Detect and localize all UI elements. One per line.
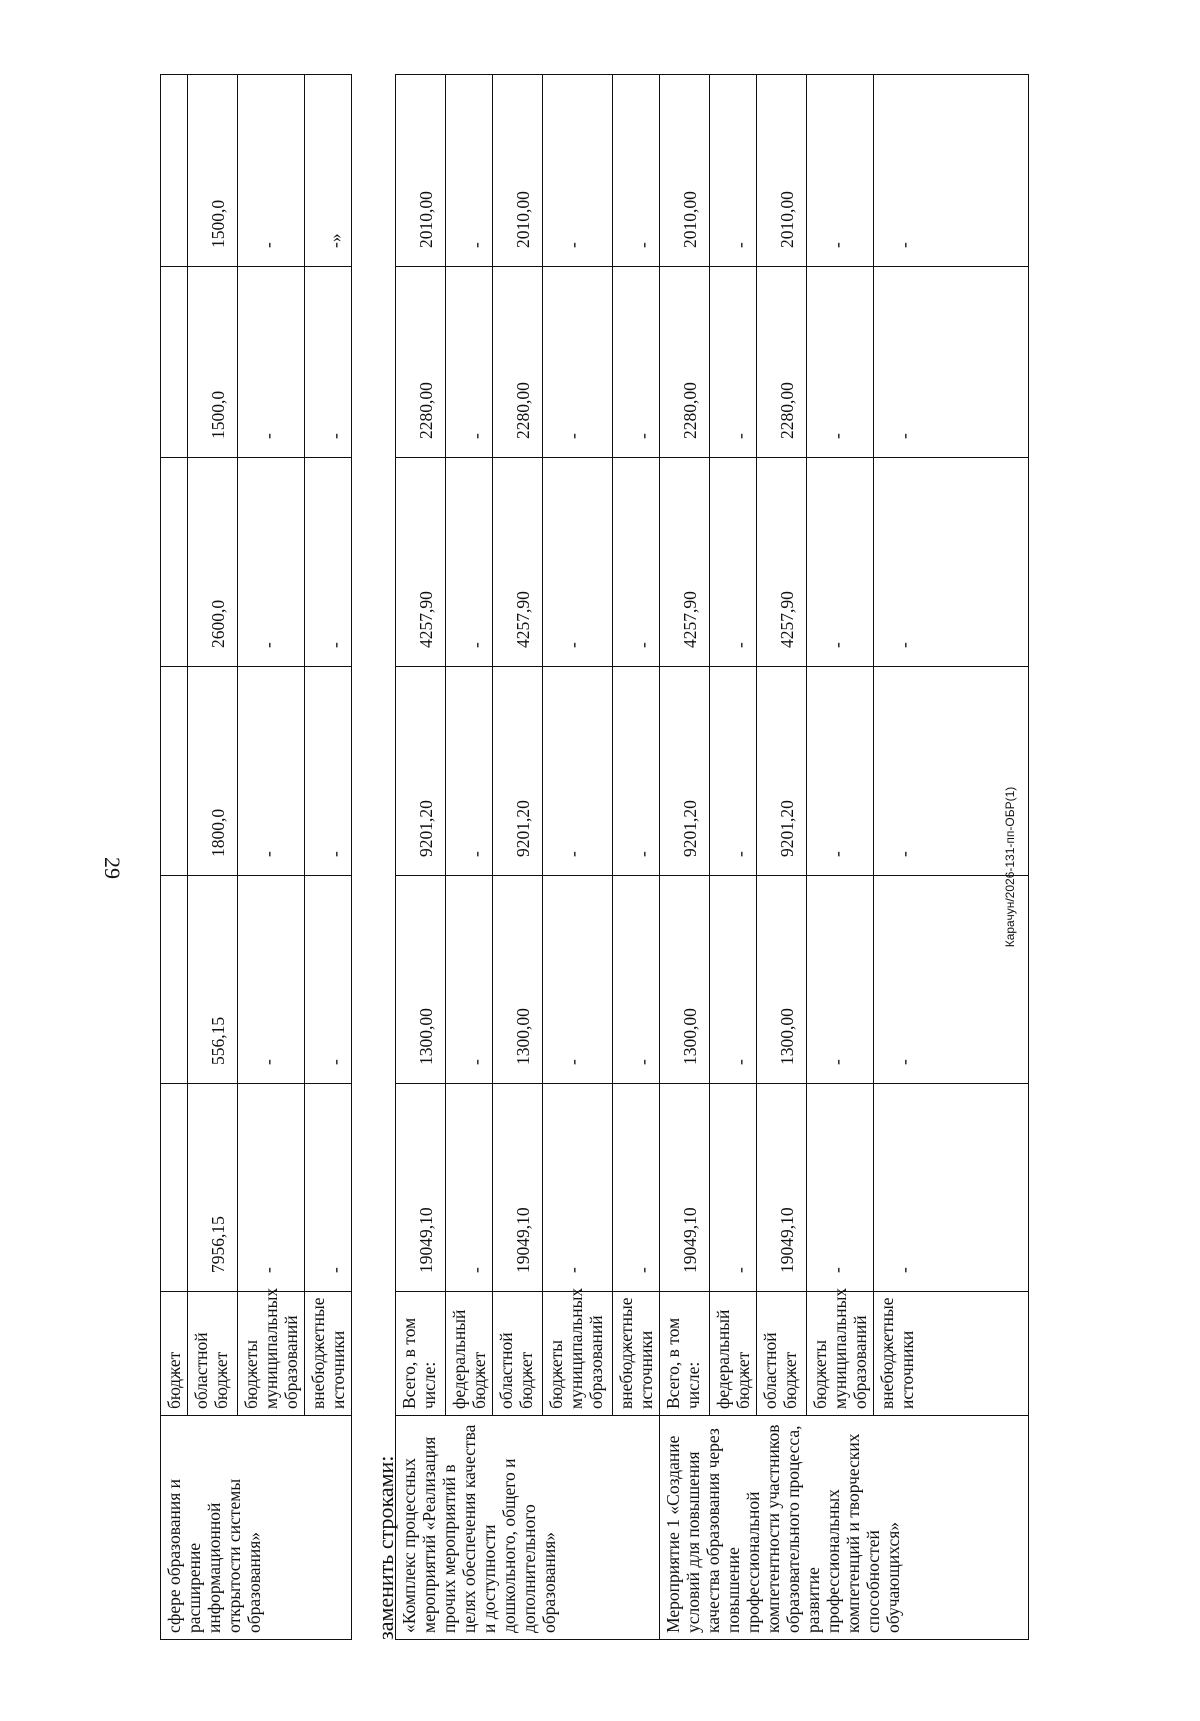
amount-cell: - <box>874 458 1029 667</box>
table-row <box>874 75 1029 1640</box>
amount-cell <box>161 458 188 667</box>
program-name-cell: сфере образования и расширение информационной открытости системы образования» <box>161 1416 352 1640</box>
table-row <box>757 75 807 1640</box>
amount-cell: 4257,90 <box>757 458 807 667</box>
table-row <box>543 75 613 1640</box>
amount-cell: - <box>710 667 757 876</box>
amount-cell: - <box>807 75 874 267</box>
amount-cell: - <box>613 1084 660 1292</box>
page-number: 29 <box>100 857 125 879</box>
amount-cell: - <box>710 1084 757 1292</box>
amount-cell: - <box>710 458 757 667</box>
amount-cell: 1800,0 <box>188 667 238 876</box>
amount-cell: 1300,00 <box>660 876 710 1084</box>
amount-cell: - <box>807 458 874 667</box>
amount-cell <box>161 1084 188 1292</box>
amount-cell: - <box>613 75 660 267</box>
table-row <box>238 75 305 1640</box>
amount-cell: 7956,15 <box>188 1084 238 1292</box>
budget-table-replacement <box>395 74 1029 1640</box>
amount-cell: - <box>874 876 1029 1084</box>
funding-source-cell: внебюджетные источники <box>613 1292 660 1416</box>
funding-source-cell: бюджеты муниципальных образований <box>238 1292 305 1416</box>
amount-cell: - <box>543 267 613 458</box>
funding-source-cell: бюджеты муниципальных образований <box>543 1292 613 1416</box>
amount-cell: - <box>305 667 352 876</box>
amount-cell: 2010,00 <box>396 75 446 267</box>
amount-cell: - <box>305 1084 352 1292</box>
amount-cell: - <box>446 458 493 667</box>
amount-cell: 556,15 <box>188 876 238 1084</box>
amount-cell: 2010,00 <box>757 75 807 267</box>
amount-cell: 1300,00 <box>757 876 807 1084</box>
budget-table-top <box>160 74 352 1640</box>
table-row <box>396 75 446 1640</box>
program-name-cell: «Комплекс процессных мероприятий «Реализация прочих мероприятий в целях обеспечения качества и доступности дошкольного, общего и дополнительного образования» <box>396 1416 660 1640</box>
amount-cell: - <box>807 667 874 876</box>
amount-cell: - <box>446 667 493 876</box>
amount-cell: - <box>543 458 613 667</box>
rotated-content <box>160 70 1060 1640</box>
table-row <box>446 75 493 1640</box>
amount-cell: 2600,0 <box>188 458 238 667</box>
amount-cell: - <box>710 876 757 1084</box>
table-row <box>710 75 757 1640</box>
amount-cell: 4257,90 <box>493 458 543 667</box>
replace-heading: заменить строками: <box>373 1455 398 1640</box>
funding-source-cell: внебюджетные источники <box>874 1292 1029 1416</box>
amount-cell: - <box>543 667 613 876</box>
amount-cell: - <box>238 75 305 267</box>
funding-source-cell: внебюджетные источники <box>305 1292 352 1416</box>
amount-cell <box>161 267 188 458</box>
table-row <box>613 75 660 1640</box>
amount-cell: 2010,00 <box>660 75 710 267</box>
amount-cell: - <box>874 1084 1029 1292</box>
amount-cell: - <box>807 1084 874 1292</box>
amount-cell <box>161 667 188 876</box>
amount-cell: - <box>613 876 660 1084</box>
amount-cell: 19049,10 <box>660 1084 710 1292</box>
amount-cell: - <box>543 75 613 267</box>
amount-cell: - <box>807 876 874 1084</box>
amount-cell: 2280,00 <box>396 267 446 458</box>
amount-cell: - <box>238 267 305 458</box>
amount-cell: - <box>446 876 493 1084</box>
amount-cell: - <box>446 75 493 267</box>
amount-cell: - <box>710 75 757 267</box>
amount-cell: 9201,20 <box>396 667 446 876</box>
amount-cell: 1500,0 <box>188 267 238 458</box>
amount-cell: - <box>613 458 660 667</box>
table-row <box>807 75 874 1640</box>
amount-cell <box>161 75 188 267</box>
amount-cell: 1500,0 <box>188 75 238 267</box>
amount-cell: 9201,20 <box>660 667 710 876</box>
amount-cell: - <box>543 1084 613 1292</box>
amount-cell: - <box>874 75 1029 267</box>
funding-source-cell: федеральный бюджет <box>446 1292 493 1416</box>
amount-cell: 4257,90 <box>396 458 446 667</box>
program-name-cell: Мероприятие 1 «Создание условий для повышения качества образования через повышение профессиональной компетентности участников образовательного процесса, развитие профессиональных компетенций и творческих способностей обучающихся» <box>660 1416 1029 1640</box>
amount-cell: - <box>613 667 660 876</box>
amount-cell: 2280,00 <box>660 267 710 458</box>
amount-cell: - <box>238 458 305 667</box>
amount-cell <box>161 876 188 1084</box>
amount-cell: - <box>446 267 493 458</box>
footer-reference: Карачун/2026-131-пп-ОБР(1) <box>1003 786 1017 948</box>
amount-cell: - <box>238 667 305 876</box>
amount-cell: 9201,20 <box>757 667 807 876</box>
table-row <box>305 75 352 1640</box>
amount-cell: - <box>874 267 1029 458</box>
amount-cell: - <box>238 876 305 1084</box>
amount-cell: 1300,00 <box>396 876 446 1084</box>
amount-cell: 19049,10 <box>757 1084 807 1292</box>
table-row <box>493 75 543 1640</box>
amount-cell: 1300,00 <box>493 876 543 1084</box>
funding-source-cell: бюджет <box>161 1292 188 1416</box>
amount-cell: -» <box>305 75 352 267</box>
amount-cell: - <box>305 458 352 667</box>
amount-cell: - <box>238 1084 305 1292</box>
funding-source-cell: Всего, в том числе: <box>396 1292 446 1416</box>
amount-cell: - <box>807 267 874 458</box>
table-row <box>161 75 188 1640</box>
table-row <box>188 75 238 1640</box>
funding-source-cell: областной бюджет <box>757 1292 807 1416</box>
amount-cell: 9201,20 <box>493 667 543 876</box>
amount-cell: 19049,10 <box>396 1084 446 1292</box>
amount-cell: - <box>874 667 1029 876</box>
funding-source-cell: бюджеты муниципальных образований <box>807 1292 874 1416</box>
amount-cell: - <box>305 876 352 1084</box>
funding-source-cell: федеральный бюджет <box>710 1292 757 1416</box>
amount-cell: 19049,10 <box>493 1084 543 1292</box>
funding-source-cell: Всего, в том числе: <box>660 1292 710 1416</box>
amount-cell: 2280,00 <box>757 267 807 458</box>
amount-cell: - <box>710 267 757 458</box>
table-row <box>660 75 710 1640</box>
amount-cell: - <box>613 267 660 458</box>
amount-cell: 2280,00 <box>493 267 543 458</box>
amount-cell: - <box>446 1084 493 1292</box>
amount-cell: 4257,90 <box>660 458 710 667</box>
funding-source-cell: областной бюджет <box>188 1292 238 1416</box>
funding-source-cell: областной бюджет <box>493 1292 543 1416</box>
amount-cell: - <box>305 267 352 458</box>
amount-cell: - <box>543 876 613 1084</box>
amount-cell: 2010,00 <box>493 75 543 267</box>
